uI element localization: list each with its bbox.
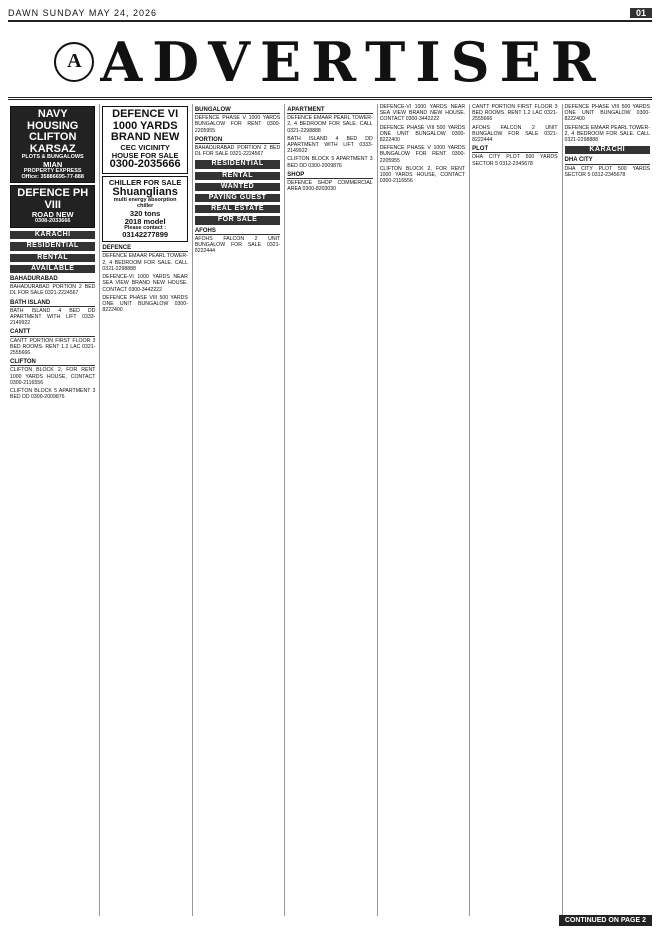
listing: CLIFTON BLOCK 2, FOR RENT 1000 YARDS HOUSE, CONTACT 0300-2116556 — [10, 367, 96, 386]
listing: BAHADURABAD PORTION 2 BED DL FOR SALE 0321-2224567 — [194, 145, 281, 158]
section-residential-2: RESIDENTIAL — [195, 160, 280, 168]
dateline: DAWN SUNDAY MAY 24, 2026 — [8, 8, 158, 18]
section-karachi-2: KARACHI — [565, 146, 650, 154]
subhead-bath-island: BATH ISLAND — [10, 300, 95, 307]
subhead-bungalow: BUNGALOW — [195, 107, 280, 114]
section-wanted: WANTED — [195, 183, 280, 191]
subhead-cantt: CANTT — [10, 329, 95, 336]
section-real-estate: REAL ESTATE — [195, 205, 280, 213]
listing: BATH ISLAND 4 BED DD APARTMENT WITH LIFT 0333-2149922 — [10, 307, 96, 327]
listing: CLIFTON BLOCK 5 APARTMENT 3 BED DD 0300-2009876 — [287, 156, 373, 169]
listing: DHA CITY PLOT 500 YARDS SECTOR 5 0312-2345678 — [564, 165, 650, 178]
section-rental: RENTAL — [10, 254, 95, 262]
listing: DEFENCE PHASE VIII 500 YARDS ONE UNIT BUNGALOW 0300-8222400 — [102, 294, 188, 314]
listing: DHA CITY PLOT 500 YARDS SECTOR 5 0312-2345678 — [472, 154, 558, 167]
listing: DEFENCE EMAAR PEARL TOWER-2, 4 BEDROOM FOR SALE. CALL 0321-2298888 — [564, 124, 650, 144]
classifieds-grid — [8, 104, 652, 916]
continued-label: CONTINUED ON PAGE 2 — [559, 915, 652, 926]
listing: CLIFTON BLOCK 5 APARTMENT 3 BED DD 0300-2009876 — [10, 387, 96, 401]
subhead-portion: PORTION — [195, 137, 280, 144]
listing: CANTT PORTION FIRST FLOOR 3 BED ROOMS. RENT 1.2 LAC 0321-2555666 — [10, 337, 96, 356]
megaphone-icon: A — [54, 42, 94, 82]
section-paying-guest: PAYING GUEST — [195, 194, 280, 202]
subhead-shop: SHOP — [287, 172, 372, 179]
subhead-bahadurabad: BAHADURABAD — [10, 276, 95, 283]
chiller-ad: CHILLER FOR SALE Shuanglians multi energy absorption chiller 320 tons 2018 model Please contact : 03142277899 — [102, 176, 187, 242]
listing: DEFENCE EMAAR PEARL TOWER-2, 4 BEDROOM FOR SALE. CALL 0321-2298888 — [102, 253, 188, 272]
top-bar — [8, 8, 652, 22]
listing: DEFENCE PHASE VIII 500 YARDS ONE UNIT BUNGALOW 0300-8222400 — [379, 124, 466, 144]
listing: DEFENCE PHASE VIII 500 YARDS ONE UNIT BUNGALOW 0300-8222400 — [564, 104, 650, 123]
subhead-dha-city: DHA CITY — [565, 157, 650, 164]
listing: CANTT PORTION FIRST FLOOR 3 BED ROOMS. RENT 1.2 LAC 0321-2555666 — [472, 104, 558, 123]
section-rental-2: RENTAL — [195, 172, 280, 180]
column-5 — [377, 104, 467, 916]
subhead-defence: DEFENCE — [102, 245, 187, 252]
column-1 — [8, 104, 97, 916]
column-6 — [469, 104, 559, 916]
subhead-plot: PLOT — [472, 146, 557, 153]
defence-vi-ad: DEFENCE VI 1000 YARDS BRAND NEW CEC VICINITY HOUSE FOR SALE 0300-2035666 — [102, 106, 187, 174]
column-7 — [562, 104, 652, 916]
listing: DEFENCE-VI 1000 YARDS NEAR SEA VIEW BRAND NEW HOUSE. CONTACT 0300-3442222 — [379, 104, 466, 123]
listing: DEFENCE EMAAR PEARL TOWER-2, 4 BEDROOM FOR SALE. CALL 0321-2298888 — [287, 115, 373, 134]
masthead — [8, 26, 652, 100]
navy-housing-ad: NAVY HOUSING CLIFTON KARSAZ PLOTS & BUNGALOWS MIAN PROPERTY EXPRESS Office: 35886695-77-888 — [10, 106, 95, 183]
listing: DEFENCE PHASE V 1000 YARDS BUNGALOW FOR RENT 0300-2205955 — [194, 115, 281, 134]
section-available: AVAILABLE — [10, 265, 95, 273]
subhead-clifton: CLIFTON — [10, 359, 95, 366]
column-2 — [99, 104, 189, 916]
listing: AFOHS FALCON 2 UNIT BUNGALOW FOR SALE 0321-8222444 — [472, 124, 558, 144]
section-residential: RESIDENTIAL — [10, 242, 95, 250]
section-karachi: KARACHI — [10, 231, 95, 239]
subhead-apartment: APARTMENT — [287, 107, 372, 114]
listing: BATH ISLAND 4 BED DD APARTMENT WITH LIFT 0333-2149922 — [287, 135, 373, 155]
listing: CLIFTON BLOCK 2, FOR RENT 1000 YARDS HOUSE, CONTACT 0300-2116556 — [379, 165, 466, 185]
listing: DEFENCE-VI 1000 YARDS NEAR SEA VIEW BRAND NEW HOUSE. CONTACT 0300-3442222 — [102, 274, 188, 293]
section-for-sale: FOR SALE — [195, 216, 280, 224]
listing: DEFENCE SHOP COMMERCIAL AREA 0300-8203030 — [287, 180, 373, 193]
page-title: ADVERTISER — [100, 29, 606, 94]
subhead-afohs: AFOHS — [195, 228, 280, 235]
column-4 — [284, 104, 374, 916]
page-number: 01 — [630, 8, 652, 18]
defence-phase-viii-ad: DEFENCE PH VIII ROAD NEW 0308-2033666 — [10, 185, 95, 228]
column-3 — [192, 104, 282, 916]
listing: DEFENCE PHASE V 1000 YARDS BUNGALOW FOR RENT 0300-2205955 — [379, 145, 466, 164]
listing: BAHADURABAD PORTION 2 BED DL FOR SALE 0321-2224567 — [10, 284, 96, 297]
listing: AFOHS FALCON 2 UNIT BUNGALOW FOR SALE 0321-8222444 — [194, 235, 281, 255]
